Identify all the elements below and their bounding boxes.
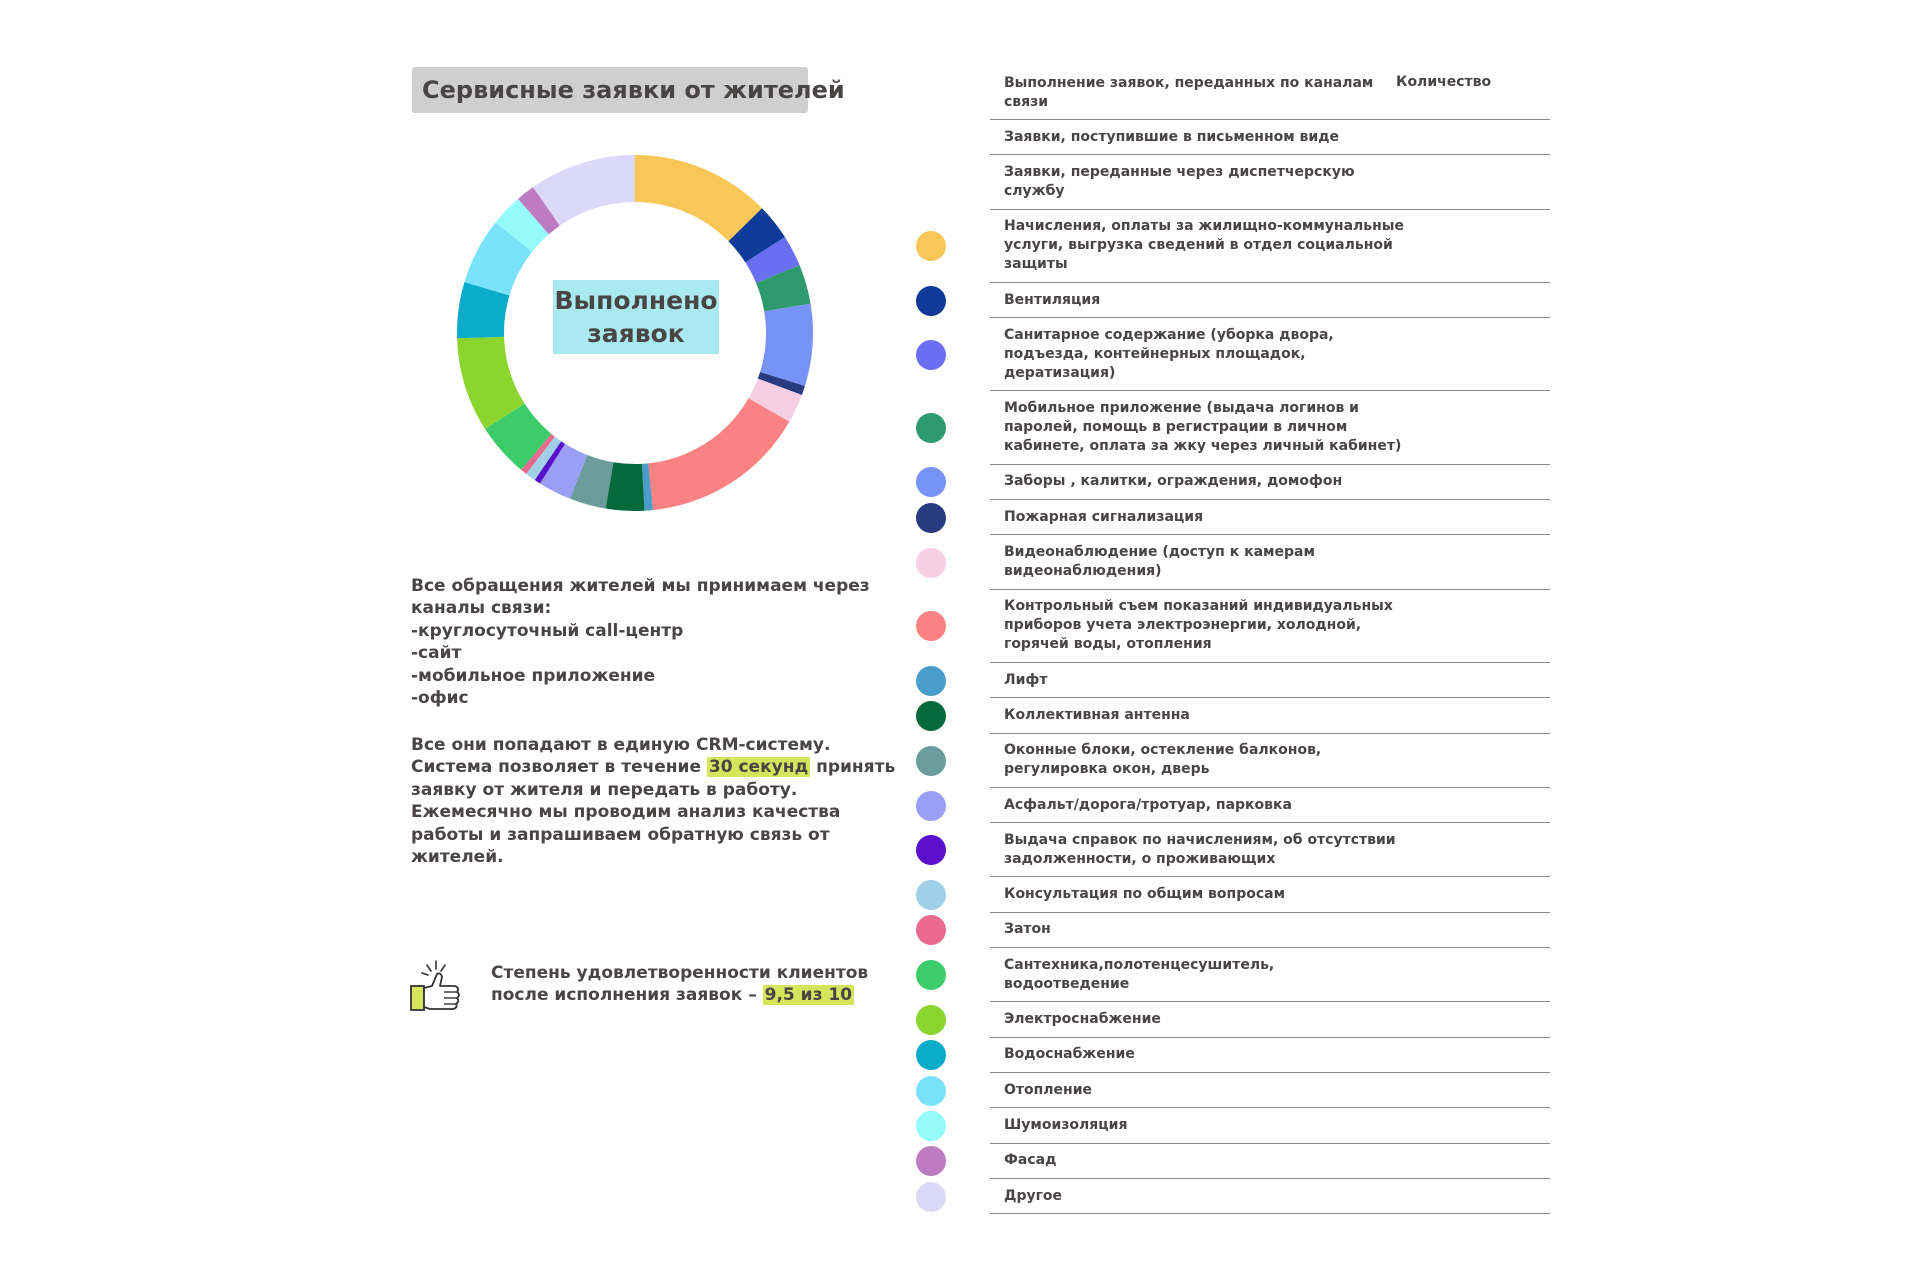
legend-label: Мобильное приложение (выдача логинов и паролей, помощь в регистрации в личном кабинете, оплата за жку через личный кабинет): [1004, 400, 1402, 455]
legend-swatch: [916, 1111, 946, 1141]
legend-label: Отопление: [1004, 1081, 1093, 1098]
legend-row: [990, 948, 1550, 1002]
legend-label: Лифт: [1004, 671, 1048, 688]
donut-segment: [760, 304, 813, 386]
text-line: -офис: [411, 688, 469, 709]
legend-swatch: [916, 1182, 946, 1212]
column-header-count: Количество: [1396, 74, 1492, 90]
legend-swatch: [916, 1076, 946, 1106]
legend-row: [990, 500, 1550, 535]
legend-row: [990, 823, 1550, 877]
text-line: Ежемесячно мы проводим анализ качества: [411, 802, 841, 823]
legend-swatch: [916, 1040, 946, 1070]
legend-label: Выдача справок по начислениям, об отсутствии задолженности, о проживающих: [1004, 831, 1396, 867]
legend-row: [990, 734, 1550, 788]
legend-label: Начисления, оплаты за жилищно-коммунальные услуги, выгрузка сведений в отдел социальной защиты: [1004, 218, 1404, 273]
legend-swatch: [916, 880, 946, 910]
legend-row: [990, 535, 1550, 589]
legend-label: Заявки, переданные через диспетчерскую службу: [1004, 163, 1355, 199]
legend-row: [990, 1002, 1550, 1037]
legend-row: [990, 878, 1550, 913]
legend-label: Заборы , калитки, ограждения, домофон: [1004, 473, 1343, 490]
legend-swatch: [916, 611, 946, 641]
legend-row: [990, 210, 1550, 283]
legend-row: [990, 465, 1550, 500]
legend-label: Затон: [1004, 921, 1051, 938]
legend-row: [990, 392, 1550, 465]
legend-row: [990, 318, 1550, 391]
legend-swatch: [916, 666, 946, 696]
thumbs-up-icon: [408, 958, 464, 1014]
legend-label: Шумоизоляция: [1004, 1116, 1128, 1133]
legend-label: Контрольный съем показаний индивидуальных приборов учета электроэнергии, холодной, горячей воды, отопления: [1004, 598, 1393, 653]
center-label-line: заявок: [587, 319, 685, 348]
text-line: каналы связи:: [411, 598, 552, 619]
legend-swatch: [916, 548, 946, 578]
donut-segment: [648, 398, 789, 510]
legend-swatch: [916, 1005, 946, 1035]
legend-row: [990, 120, 1550, 155]
legend-label: Консультация по общим вопросам: [1004, 886, 1286, 903]
text-line: Степень удовлетворенности клиентов: [491, 963, 869, 983]
legend-swatch: [916, 286, 946, 316]
text-line: [491, 984, 911, 1006]
text-line: -круглосуточный call-центр: [411, 620, 684, 641]
text-line: [411, 756, 896, 778]
legend-row: [990, 1144, 1550, 1179]
crm-description: [411, 734, 896, 868]
text-line: жителей.: [411, 847, 504, 868]
text-line: Все они попадают в единую CRM-систему.: [411, 735, 831, 755]
legend-label: Коллективная антенна: [1004, 706, 1190, 723]
legend-row: [990, 590, 1550, 663]
legend-row: [990, 1038, 1550, 1073]
legend-swatch: [916, 503, 946, 533]
legend-swatch: [916, 231, 946, 261]
legend-label: Заявки, поступившие в письменном виде: [1004, 128, 1340, 145]
highlight-score: 9,5 из 10: [764, 985, 853, 1006]
column-header-category: Выполнение заявок, переданных по каналам связи: [1004, 75, 1374, 110]
legend-row: [990, 663, 1550, 698]
legend-row: [990, 913, 1550, 948]
legend-row: [990, 1073, 1550, 1108]
legend-swatch: [916, 915, 946, 945]
legend-label: Асфальт/дорога/тротуар, парковка: [1004, 796, 1292, 813]
text-line: заявку от жителя и передать в работу.: [411, 779, 798, 800]
text-line: работы и запрашиваем обратную связь от: [411, 824, 830, 845]
legend-row: [990, 788, 1550, 823]
legend-label: Другое: [1004, 1187, 1063, 1204]
text-fragment: после исполнения заявок –: [491, 985, 763, 1006]
legend-row: [990, 698, 1550, 733]
legend-label: Санитарное содержание (уборка двора, подъезда, контейнерных площадок, дератизация): [1004, 326, 1334, 381]
satisfaction-text: [491, 962, 911, 1007]
legend-swatch: [916, 340, 946, 370]
text-fragment: Система позволяет в течение: [411, 757, 707, 778]
legend-label: Фасад: [1004, 1152, 1057, 1169]
legend-swatch: [916, 791, 946, 821]
table-header: [990, 60, 1550, 120]
legend-swatch: [916, 835, 946, 865]
legend-swatch: [916, 413, 946, 443]
text-line: Все обращения жителей мы принимаем через: [411, 576, 870, 596]
legend-swatch: [916, 1146, 946, 1176]
legend-label: Оконные блоки, остекление балконов, регулировка окон, дверь: [1004, 742, 1322, 778]
text-line: -мобильное приложение: [411, 665, 656, 686]
legend-swatch: [916, 467, 946, 497]
legend-label: Электроснабжение: [1004, 1011, 1161, 1028]
legend-label: Видеонаблюдение (доступ к камерам видеонаблюдения): [1004, 544, 1315, 580]
legend-label: Сантехника,полотенцесушитель, водоотведение: [1004, 956, 1275, 992]
text-line: -сайт: [411, 643, 462, 664]
legend-swatch: [916, 701, 946, 731]
channels-description: [411, 575, 871, 709]
legend-label: Водоснабжение: [1004, 1046, 1135, 1063]
legend-row: [990, 1179, 1550, 1214]
legend-row: [990, 155, 1550, 209]
legend-row: [990, 1108, 1550, 1143]
center-label-line: Выполнено: [554, 286, 718, 315]
legend-label: Пожарная сигнализация: [1004, 508, 1204, 525]
highlight-30-seconds: 30 секунд: [708, 757, 809, 778]
text-fragment: принять: [810, 757, 896, 778]
legend-label: Вентиляция: [1004, 291, 1101, 308]
page-title: Сервисные заявки от жителей: [412, 67, 808, 113]
legend-swatch: [916, 960, 946, 990]
legend-row: [990, 283, 1550, 318]
legend-swatch: [916, 746, 946, 776]
donut-center-label: [553, 280, 719, 354]
